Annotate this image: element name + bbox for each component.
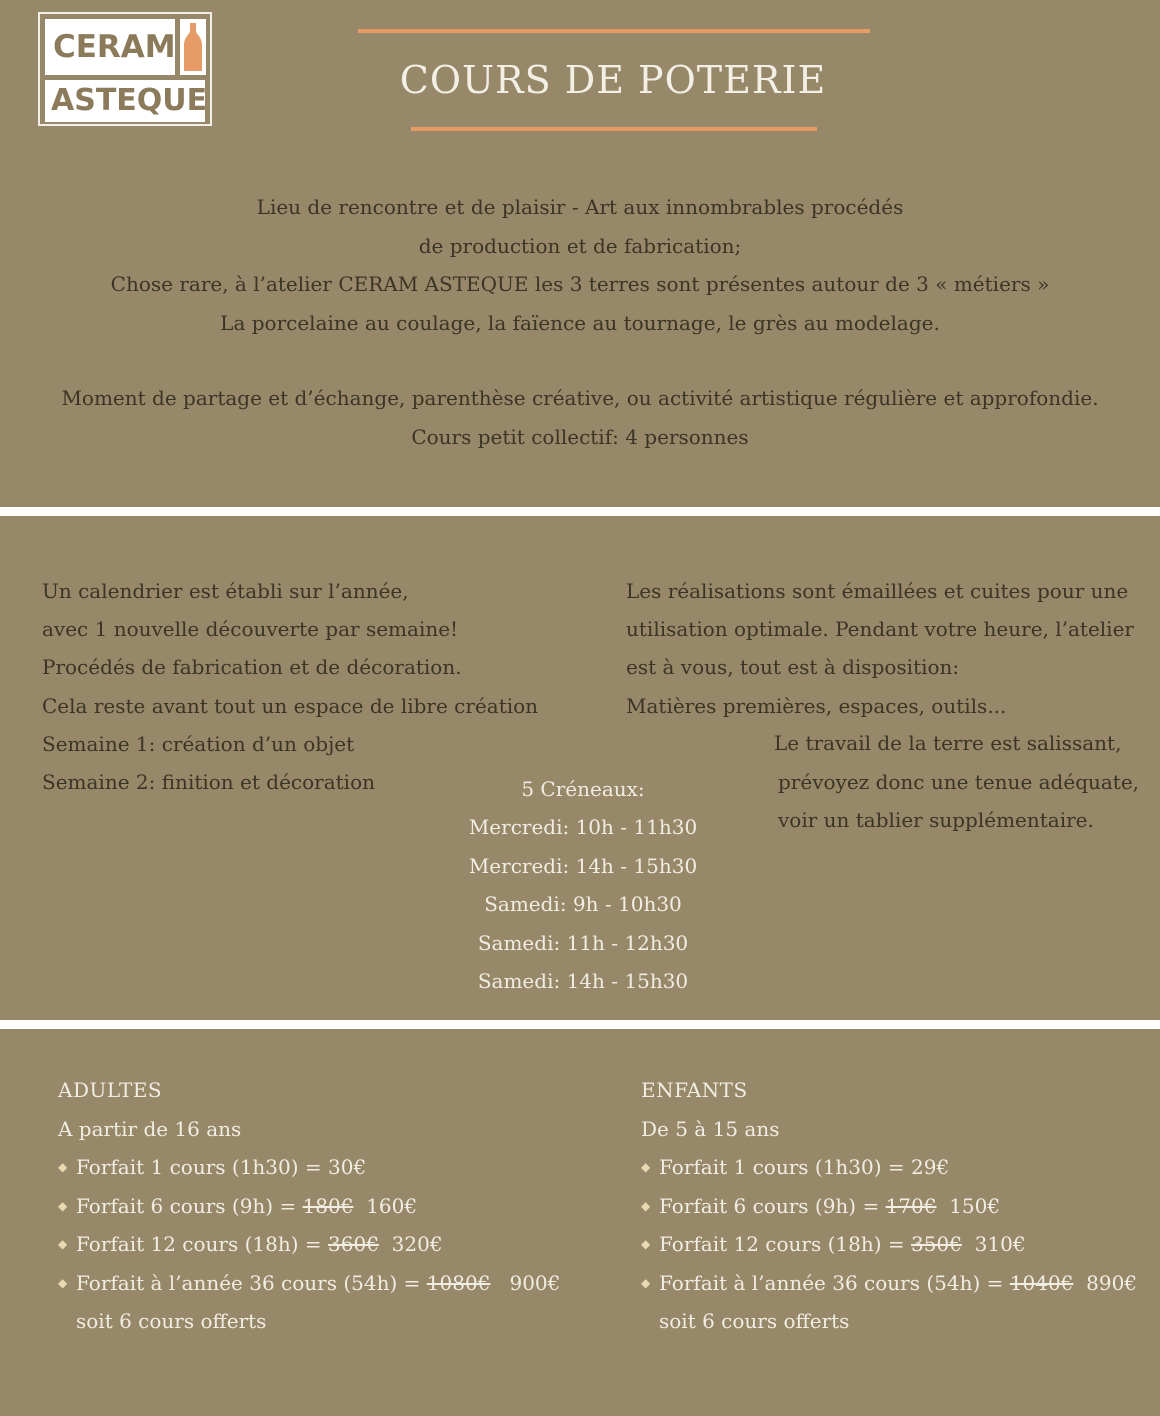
workshop-line: Matières premières, espaces, outils...: [626, 693, 1007, 718]
new-price: 310€: [974, 1232, 1026, 1256]
advice-line: voir un tablier supplémentaire.: [778, 808, 1094, 833]
diamond-bullet-icon: ◆: [641, 1198, 651, 1213]
price-item: [641, 1187, 1160, 1226]
slot-item: Samedi: 14h - 15h30: [477, 968, 689, 993]
new-price: 160€: [366, 1193, 418, 1218]
slot-item: Mercredi: 14h - 15h30: [468, 853, 698, 878]
price-item: [641, 1225, 1160, 1264]
page-title: COURS DE POTERIE: [399, 58, 827, 102]
price-label: Forfait 12 cours (18h) =: [659, 1232, 912, 1256]
intro-line: Chose rare, à l’atelier CERAM ASTEQUE les 3 terres sont présentes autour de 3 « métiers »: [110, 272, 1050, 297]
section-divider: [0, 1020, 1160, 1029]
price-item: [641, 1148, 1160, 1187]
intro-line: Cours petit collectif: 4 personnes: [411, 424, 749, 449]
price-item: [58, 1148, 618, 1187]
old-price: 180€: [302, 1193, 354, 1218]
calendar-line: Cela reste avant tout un espace de libre création: [42, 693, 539, 718]
kids-pricing: [641, 1071, 1160, 1341]
slot-item: Samedi: 11h - 12h30: [477, 930, 689, 955]
calendar-line: avec 1 nouvelle découverte par semaine!: [42, 617, 459, 642]
adults-age-range: A partir de 16 ans: [58, 1116, 242, 1141]
diamond-bullet-icon: ◆: [641, 1275, 651, 1290]
price-item: [58, 1187, 618, 1226]
diamond-bullet-icon: ◆: [58, 1160, 68, 1174]
diamond-bullet-icon: ◆: [641, 1237, 651, 1251]
price-label: Forfait 6 cours (9h) =: [659, 1193, 886, 1218]
price-label: Forfait 12 cours (18h) =: [76, 1232, 329, 1256]
price-label: Forfait 6 cours (9h) =: [76, 1193, 303, 1218]
old-price: 360€: [328, 1232, 379, 1256]
section-divider: [0, 507, 1160, 516]
diamond-bullet-icon: ◆: [58, 1237, 68, 1251]
logo-text-asteque: ASTEQUE: [45, 80, 205, 122]
logo-text-ceram: CERAM: [45, 19, 175, 75]
intro-line: de production et de fabrication;: [418, 233, 742, 258]
price-item: [58, 1264, 618, 1303]
slot-item: Mercredi: 10h - 11h30: [468, 815, 698, 840]
intro-section: [0, 188, 1160, 457]
calendar-line: Procédés de fabrication et de décoration.: [42, 655, 462, 680]
diamond-bullet-icon: ◆: [641, 1160, 651, 1174]
price-label: Forfait 1 cours (1h30) = 29€: [659, 1155, 950, 1179]
intro-spacer: [0, 342, 1160, 379]
calendar-line: Un calendrier est établi sur l’année,: [42, 579, 409, 603]
offer-note: soit 6 cours offerts: [659, 1309, 850, 1333]
title-rule-bottom: [411, 127, 817, 131]
old-price: 350€: [911, 1232, 962, 1256]
adults-pricing: [58, 1071, 618, 1341]
price-label: Forfait à l’année 36 cours (54h) =: [659, 1270, 1010, 1295]
price-item: [58, 1225, 618, 1264]
workshop-description: [626, 572, 1156, 725]
new-price: 900€: [509, 1270, 561, 1295]
time-slots: [430, 770, 736, 1000]
calendar-line: Semaine 1: création d’un objet: [42, 731, 355, 756]
calendar-description: [42, 572, 602, 801]
calendar-line: Semaine 2: finition et décoration: [42, 769, 375, 794]
workshop-line: utilisation optimale. Pendant votre heure, l’atelier: [626, 617, 1134, 642]
adults-title: ADULTES: [58, 1078, 163, 1102]
new-price: 320€: [391, 1232, 443, 1256]
advice-line: prévoyez donc une tenue adéquate,: [778, 769, 1140, 794]
old-price: 1080€: [426, 1270, 491, 1295]
kids-age-range: De 5 à 15 ans: [641, 1116, 780, 1141]
vase-icon: [180, 19, 206, 75]
clothing-advice: [774, 724, 1160, 840]
intro-line: Moment de partage et d’échange, parenthèse créative, ou activité artistique régulière et approfondie.: [61, 386, 1099, 411]
workshop-line: Les réalisations sont émaillées et cuites pour une: [626, 579, 1129, 603]
offer-note: soit 6 cours offerts: [76, 1309, 267, 1333]
slot-item: Samedi: 9h - 10h30: [484, 892, 682, 917]
price-item: [641, 1264, 1160, 1303]
intro-line: La porcelaine au coulage, la faïence au tournage, le grès au modelage.: [220, 310, 940, 335]
price-label: Forfait 1 cours (1h30) = 30€: [76, 1155, 367, 1179]
diamond-bullet-icon: ◆: [58, 1275, 68, 1290]
slots-title: 5 Créneaux:: [521, 777, 645, 801]
workshop-line: est à vous, tout est à disposition:: [626, 655, 960, 680]
kids-title: ENFANTS: [641, 1078, 748, 1102]
new-price: 890€: [1086, 1270, 1138, 1295]
old-price: 1040€: [1009, 1270, 1074, 1295]
new-price: 150€: [949, 1193, 1001, 1218]
price-label: Forfait à l’année 36 cours (54h) =: [76, 1270, 427, 1295]
advice-line: Le travail de la terre est salissant,: [774, 731, 1122, 755]
diamond-bullet-icon: ◆: [58, 1198, 68, 1213]
brand-logo: [38, 12, 212, 126]
old-price: 170€: [885, 1193, 937, 1218]
intro-line: Lieu de rencontre et de plaisir - Art aux innombrables procédés: [256, 195, 904, 219]
title-rule-top: [358, 29, 870, 33]
